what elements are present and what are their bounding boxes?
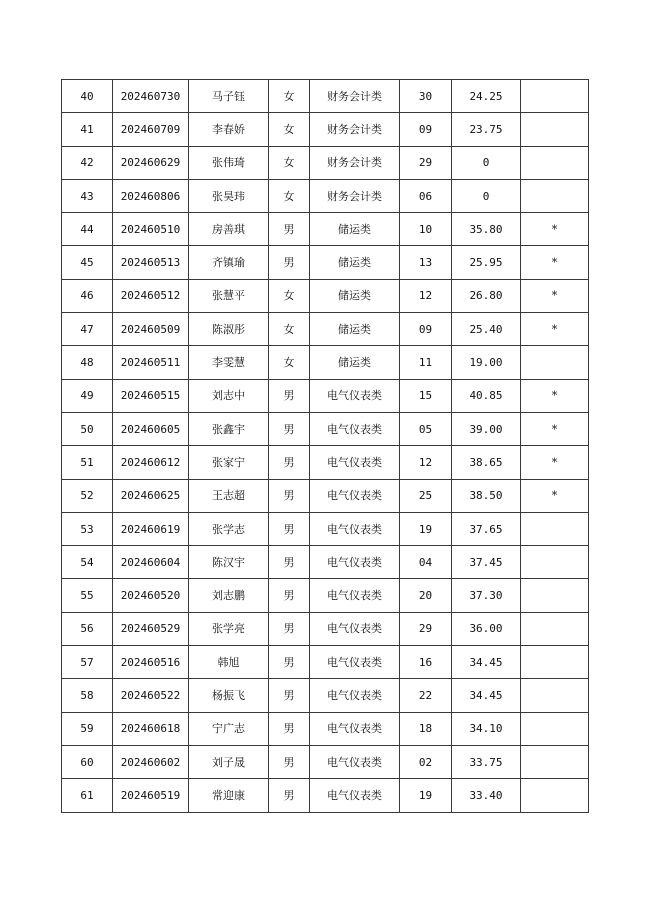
qualified-mark-cell — [521, 113, 589, 146]
seat-number-cell: 02 — [400, 745, 452, 778]
score-cell: 36.00 — [452, 612, 521, 645]
row-number-cell: 54 — [62, 546, 113, 579]
table-row — [62, 179, 589, 212]
category-cell: 储运类 — [310, 313, 400, 346]
candidate-name-cell: 张鑫宇 — [189, 412, 269, 445]
row-number-cell: 50 — [62, 412, 113, 445]
table-row — [62, 679, 589, 712]
score-cell: 34.10 — [452, 712, 521, 745]
candidate-name-cell: 张家宁 — [189, 446, 269, 479]
exam-id-cell: 202460529 — [113, 612, 189, 645]
category-cell: 电气仪表类 — [310, 379, 400, 412]
row-number-cell: 61 — [62, 779, 113, 812]
row-number-cell: 52 — [62, 479, 113, 512]
score-cell: 0 — [452, 179, 521, 212]
row-number-cell: 47 — [62, 313, 113, 346]
score-cell: 35.80 — [452, 213, 521, 246]
exam-id-cell: 202460604 — [113, 546, 189, 579]
exam-id-cell: 202460516 — [113, 646, 189, 679]
candidate-name-cell: 韩旭 — [189, 646, 269, 679]
row-number-cell: 56 — [62, 612, 113, 645]
table-row — [62, 779, 589, 812]
seat-number-cell: 22 — [400, 679, 452, 712]
candidate-name-cell: 刘子晟 — [189, 745, 269, 778]
gender-cell: 男 — [269, 612, 310, 645]
qualified-mark-cell — [521, 346, 589, 379]
category-cell: 财务会计类 — [310, 179, 400, 212]
qualified-mark-cell — [521, 512, 589, 545]
seat-number-cell: 12 — [400, 279, 452, 312]
candidate-name-cell: 王志超 — [189, 479, 269, 512]
category-cell: 电气仪表类 — [310, 512, 400, 545]
score-cell: 39.00 — [452, 412, 521, 445]
gender-cell: 男 — [269, 546, 310, 579]
gender-cell: 女 — [269, 80, 310, 113]
qualified-mark-cell — [521, 146, 589, 179]
table-row — [62, 712, 589, 745]
category-cell: 财务会计类 — [310, 146, 400, 179]
gender-cell: 男 — [269, 512, 310, 545]
qualified-mark-cell: * — [521, 412, 589, 445]
table-row — [62, 745, 589, 778]
seat-number-cell: 11 — [400, 346, 452, 379]
gender-cell: 女 — [269, 279, 310, 312]
score-cell: 38.50 — [452, 479, 521, 512]
row-number-cell: 46 — [62, 279, 113, 312]
row-number-cell: 60 — [62, 745, 113, 778]
table-row — [62, 446, 589, 479]
qualified-mark-cell — [521, 179, 589, 212]
score-cell: 34.45 — [452, 679, 521, 712]
seat-number-cell: 12 — [400, 446, 452, 479]
qualified-mark-cell — [521, 712, 589, 745]
score-cell: 40.85 — [452, 379, 521, 412]
exam-id-cell: 202460511 — [113, 346, 189, 379]
table-row — [62, 546, 589, 579]
score-sheet — [61, 79, 589, 813]
exam-id-cell: 202460806 — [113, 179, 189, 212]
gender-cell: 男 — [269, 246, 310, 279]
exam-id-cell: 202460512 — [113, 279, 189, 312]
exam-id-cell: 202460513 — [113, 246, 189, 279]
gender-cell: 男 — [269, 745, 310, 778]
exam-id-cell: 202460625 — [113, 479, 189, 512]
table-row — [62, 579, 589, 612]
exam-id-cell: 202460605 — [113, 412, 189, 445]
score-cell: 19.00 — [452, 346, 521, 379]
category-cell: 财务会计类 — [310, 113, 400, 146]
table-row — [62, 646, 589, 679]
candidate-name-cell: 张慧平 — [189, 279, 269, 312]
category-cell: 电气仪表类 — [310, 446, 400, 479]
seat-number-cell: 25 — [400, 479, 452, 512]
results-table — [61, 79, 589, 813]
score-cell: 25.40 — [452, 313, 521, 346]
exam-id-cell: 202460515 — [113, 379, 189, 412]
exam-id-cell: 202460612 — [113, 446, 189, 479]
table-row — [62, 246, 589, 279]
gender-cell: 男 — [269, 412, 310, 445]
qualified-mark-cell: * — [521, 379, 589, 412]
score-cell: 25.95 — [452, 246, 521, 279]
seat-number-cell: 18 — [400, 712, 452, 745]
score-cell: 37.45 — [452, 546, 521, 579]
row-number-cell: 40 — [62, 80, 113, 113]
category-cell: 财务会计类 — [310, 80, 400, 113]
score-cell: 37.65 — [452, 512, 521, 545]
table-row — [62, 213, 589, 246]
gender-cell: 女 — [269, 346, 310, 379]
row-number-cell: 58 — [62, 679, 113, 712]
category-cell: 电气仪表类 — [310, 579, 400, 612]
category-cell: 电气仪表类 — [310, 412, 400, 445]
candidate-name-cell: 李春娇 — [189, 113, 269, 146]
exam-id-cell: 202460730 — [113, 80, 189, 113]
row-number-cell: 41 — [62, 113, 113, 146]
gender-cell: 男 — [269, 779, 310, 812]
candidate-name-cell: 张伟琦 — [189, 146, 269, 179]
exam-id-cell: 202460510 — [113, 213, 189, 246]
seat-number-cell: 06 — [400, 179, 452, 212]
gender-cell: 男 — [269, 446, 310, 479]
gender-cell: 男 — [269, 679, 310, 712]
exam-id-cell: 202460522 — [113, 679, 189, 712]
qualified-mark-cell — [521, 579, 589, 612]
gender-cell: 男 — [269, 479, 310, 512]
exam-id-cell: 202460509 — [113, 313, 189, 346]
gender-cell: 女 — [269, 179, 310, 212]
seat-number-cell: 29 — [400, 146, 452, 179]
table-row — [62, 146, 589, 179]
qualified-mark-cell: * — [521, 446, 589, 479]
gender-cell: 女 — [269, 113, 310, 146]
candidate-name-cell: 宁广志 — [189, 712, 269, 745]
category-cell: 储运类 — [310, 346, 400, 379]
table-row — [62, 313, 589, 346]
category-cell: 电气仪表类 — [310, 745, 400, 778]
qualified-mark-cell: * — [521, 213, 589, 246]
candidate-name-cell: 刘志中 — [189, 379, 269, 412]
candidate-name-cell: 常迎康 — [189, 779, 269, 812]
row-number-cell: 55 — [62, 579, 113, 612]
qualified-mark-cell — [521, 679, 589, 712]
row-number-cell: 51 — [62, 446, 113, 479]
category-cell: 电气仪表类 — [310, 779, 400, 812]
seat-number-cell: 09 — [400, 113, 452, 146]
row-number-cell: 43 — [62, 179, 113, 212]
category-cell: 电气仪表类 — [310, 479, 400, 512]
table-row — [62, 479, 589, 512]
table-row — [62, 80, 589, 113]
seat-number-cell: 10 — [400, 213, 452, 246]
table-row — [62, 346, 589, 379]
seat-number-cell: 05 — [400, 412, 452, 445]
table-row — [62, 412, 589, 445]
results-table-body — [62, 80, 589, 813]
qualified-mark-cell — [521, 745, 589, 778]
seat-number-cell: 20 — [400, 579, 452, 612]
qualified-mark-cell — [521, 612, 589, 645]
qualified-mark-cell — [521, 646, 589, 679]
table-row — [62, 379, 589, 412]
exam-id-cell: 202460709 — [113, 113, 189, 146]
gender-cell: 女 — [269, 146, 310, 179]
exam-id-cell: 202460629 — [113, 146, 189, 179]
qualified-mark-cell — [521, 779, 589, 812]
gender-cell: 男 — [269, 213, 310, 246]
category-cell: 储运类 — [310, 246, 400, 279]
category-cell: 电气仪表类 — [310, 546, 400, 579]
candidate-name-cell: 李雯慧 — [189, 346, 269, 379]
category-cell: 电气仪表类 — [310, 646, 400, 679]
table-row — [62, 279, 589, 312]
row-number-cell: 45 — [62, 246, 113, 279]
category-cell: 储运类 — [310, 213, 400, 246]
score-cell: 37.30 — [452, 579, 521, 612]
qualified-mark-cell: * — [521, 313, 589, 346]
score-cell: 38.65 — [452, 446, 521, 479]
score-cell: 23.75 — [452, 113, 521, 146]
seat-number-cell: 09 — [400, 313, 452, 346]
row-number-cell: 48 — [62, 346, 113, 379]
qualified-mark-cell: * — [521, 279, 589, 312]
category-cell: 电气仪表类 — [310, 679, 400, 712]
score-cell: 24.25 — [452, 80, 521, 113]
table-row — [62, 113, 589, 146]
candidate-name-cell: 刘志鹏 — [189, 579, 269, 612]
seat-number-cell: 16 — [400, 646, 452, 679]
score-cell: 0 — [452, 146, 521, 179]
table-row — [62, 612, 589, 645]
gender-cell: 男 — [269, 712, 310, 745]
qualified-mark-cell: * — [521, 246, 589, 279]
candidate-name-cell: 陈淑彤 — [189, 313, 269, 346]
row-number-cell: 42 — [62, 146, 113, 179]
gender-cell: 男 — [269, 579, 310, 612]
qualified-mark-cell — [521, 546, 589, 579]
seat-number-cell: 13 — [400, 246, 452, 279]
gender-cell: 男 — [269, 646, 310, 679]
candidate-name-cell: 张学亮 — [189, 612, 269, 645]
score-cell: 34.45 — [452, 646, 521, 679]
candidate-name-cell: 陈汉宇 — [189, 546, 269, 579]
exam-id-cell: 202460519 — [113, 779, 189, 812]
exam-id-cell: 202460618 — [113, 712, 189, 745]
score-cell: 26.80 — [452, 279, 521, 312]
seat-number-cell: 30 — [400, 80, 452, 113]
candidate-name-cell: 齐镇瑜 — [189, 246, 269, 279]
seat-number-cell: 15 — [400, 379, 452, 412]
row-number-cell: 53 — [62, 512, 113, 545]
score-cell: 33.75 — [452, 745, 521, 778]
exam-id-cell: 202460520 — [113, 579, 189, 612]
exam-id-cell: 202460602 — [113, 745, 189, 778]
table-row — [62, 512, 589, 545]
exam-id-cell: 202460619 — [113, 512, 189, 545]
qualified-mark-cell: * — [521, 479, 589, 512]
row-number-cell: 59 — [62, 712, 113, 745]
candidate-name-cell: 张昊玮 — [189, 179, 269, 212]
row-number-cell: 49 — [62, 379, 113, 412]
seat-number-cell: 29 — [400, 612, 452, 645]
gender-cell: 女 — [269, 313, 310, 346]
category-cell: 电气仪表类 — [310, 712, 400, 745]
seat-number-cell: 19 — [400, 779, 452, 812]
candidate-name-cell: 张学志 — [189, 512, 269, 545]
score-cell: 33.40 — [452, 779, 521, 812]
seat-number-cell: 04 — [400, 546, 452, 579]
row-number-cell: 57 — [62, 646, 113, 679]
gender-cell: 男 — [269, 379, 310, 412]
candidate-name-cell: 房善琪 — [189, 213, 269, 246]
candidate-name-cell: 马子钰 — [189, 80, 269, 113]
qualified-mark-cell — [521, 80, 589, 113]
candidate-name-cell: 杨振飞 — [189, 679, 269, 712]
row-number-cell: 44 — [62, 213, 113, 246]
category-cell: 储运类 — [310, 279, 400, 312]
category-cell: 电气仪表类 — [310, 612, 400, 645]
seat-number-cell: 19 — [400, 512, 452, 545]
